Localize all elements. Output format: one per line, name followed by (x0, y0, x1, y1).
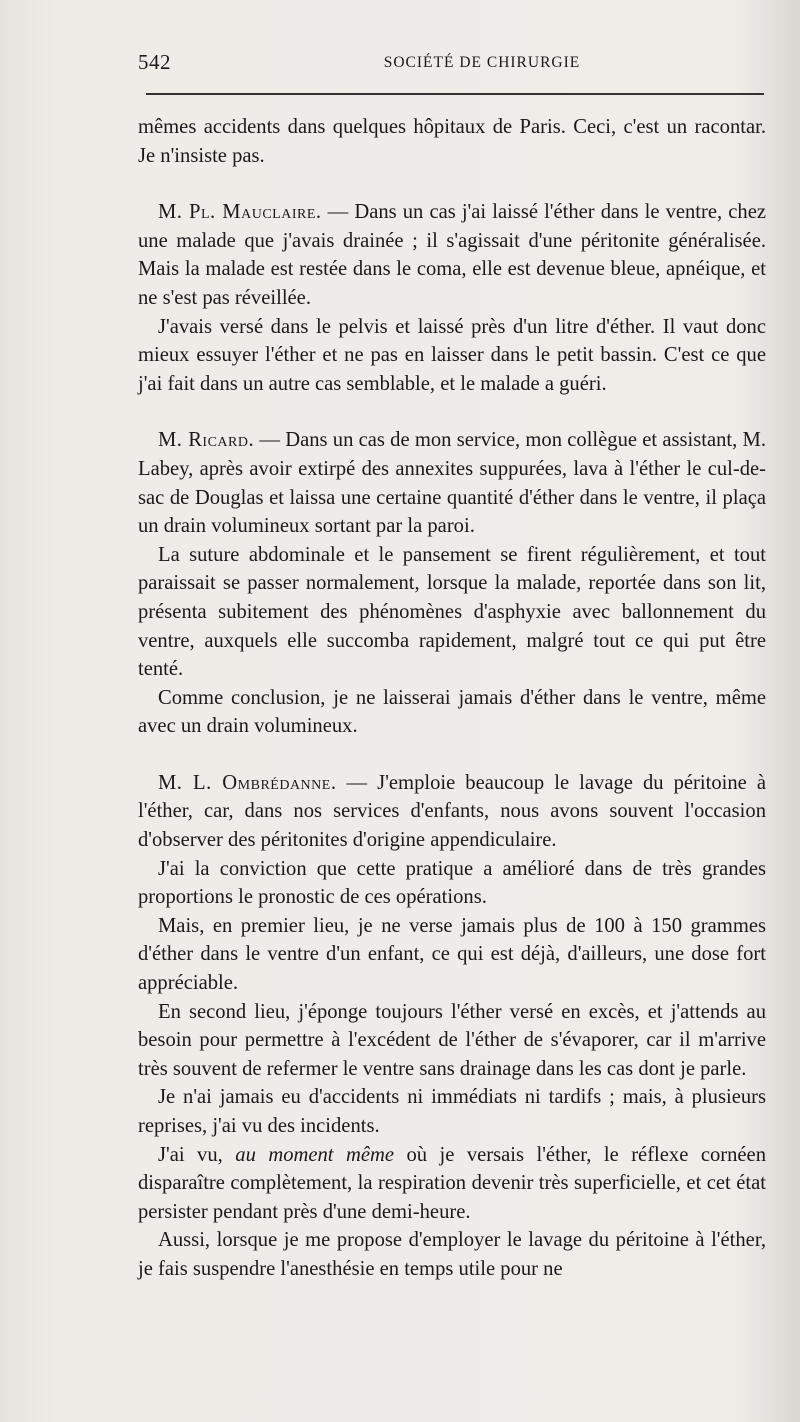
italic-phrase: au moment même (235, 1143, 395, 1166)
paragraph-text: — Dans un cas j'ai laissé l'éther dans le ventre, chez une malade que j'avais drainée ; il s'agissait d'une péritonite généralisée. Mais la malade est restée dans le coma, elle est devenue bleue, apnéique, et ne s'est pas réveillée. (138, 201, 766, 309)
paragraph (138, 198, 766, 312)
paragraph-text: où je versais l'éther, le réflexe cornéen disparaître complètement, la respiration devenir très superficielle, et cet état persister pendant près d'une demi-heure. (138, 1143, 766, 1223)
paragraph: J'avais versé dans le pelvis et laissé près d'un litre d'éther. Il vaut donc mieux essuyer l'éther et ne pas en laisser dans le petit bassin. C'est ce que j'ai fait dans un autre cas semblable, et le malade a guéri. (138, 315, 766, 395)
body-text (138, 113, 766, 1284)
paragraph: Aussi, lorsque je me propose d'employer le lavage du péritoine à l'éther, je fais suspendre l'anesthésie en temps utile pour ne (138, 1229, 766, 1280)
paragraph: Je n'ai jamais eu d'accidents ni immédiats ni tardifs ; mais, à plusieurs reprises, j'ai vu des incidents. (138, 1086, 766, 1137)
paragraph (138, 1141, 766, 1227)
speaker-name: M. Ricard. (158, 429, 255, 452)
paragraph: En second lieu, j'éponge toujours l'éther versé en excès, et j'attends au besoin pour permettre à l'excédent de l'éther de s'évaporer, car il m'arrive très souvent de refermer le ventre sans drainage dans les cas dont je parle. (138, 1000, 766, 1080)
paragraph-text: — J'emploie beaucoup le lavage du péritoine à l'éther, car, dans nos services d'enfants, nous avons souvent l'occasion d'observer des péritonites d'origine appendiculaire. (138, 771, 766, 852)
page-header (138, 50, 766, 80)
paragraph (138, 769, 766, 855)
speaker-name: M. L. Ombrédanne. (158, 771, 337, 794)
speaker-name: M. Pl. Mauclaire. (158, 201, 322, 224)
header-rule (146, 93, 764, 95)
paragraph-text: — Dans un cas de mon service, mon collègue et assistant, M. Labey, après avoir extirpé des annexites suppurées, lava à l'éther le cul-de-sac de Douglas et laissa une certaine quantité d'éther dans le ventre, il plaça un drain volumineux sortant par la paroi. (138, 429, 766, 538)
paragraph: La suture abdominale et le pansement se firent régulièrement, et tout paraissait se passer normalement, lorsque la malade, reportée dans son lit, présenta subitement des phénomènes d'asphyxie avec ballonnement du ventre, auxquels elle succomba rapidement, malgré tout ce qui put être tenté. (138, 543, 766, 681)
paragraph: mêmes accidents dans quelques hôpitaux de Paris. Ceci, c'est un racontar. Je n'insiste pas. (138, 116, 766, 167)
running-head: SOCIÉTÉ DE CHIRURGIE (383, 54, 581, 71)
page-number: 542 (138, 50, 171, 74)
paragraph: J'ai la conviction que cette pratique a amélioré dans de très grandes proportions le pronostic de ces opérations. (138, 857, 766, 909)
paragraph: Mais, en premier lieu, je ne verse jamais plus de 100 à 150 grammes d'éther dans le ventre d'un enfant, ce qui est déjà, d'ailleurs, une dose fort appréciable. (138, 914, 766, 995)
paragraph: Comme conclusion, je ne laisserai jamais d'éther dans le ventre, même avec un drain volumineux. (138, 686, 766, 738)
paragraph (138, 426, 766, 540)
paragraph-text: J'ai vu, (158, 1143, 236, 1166)
